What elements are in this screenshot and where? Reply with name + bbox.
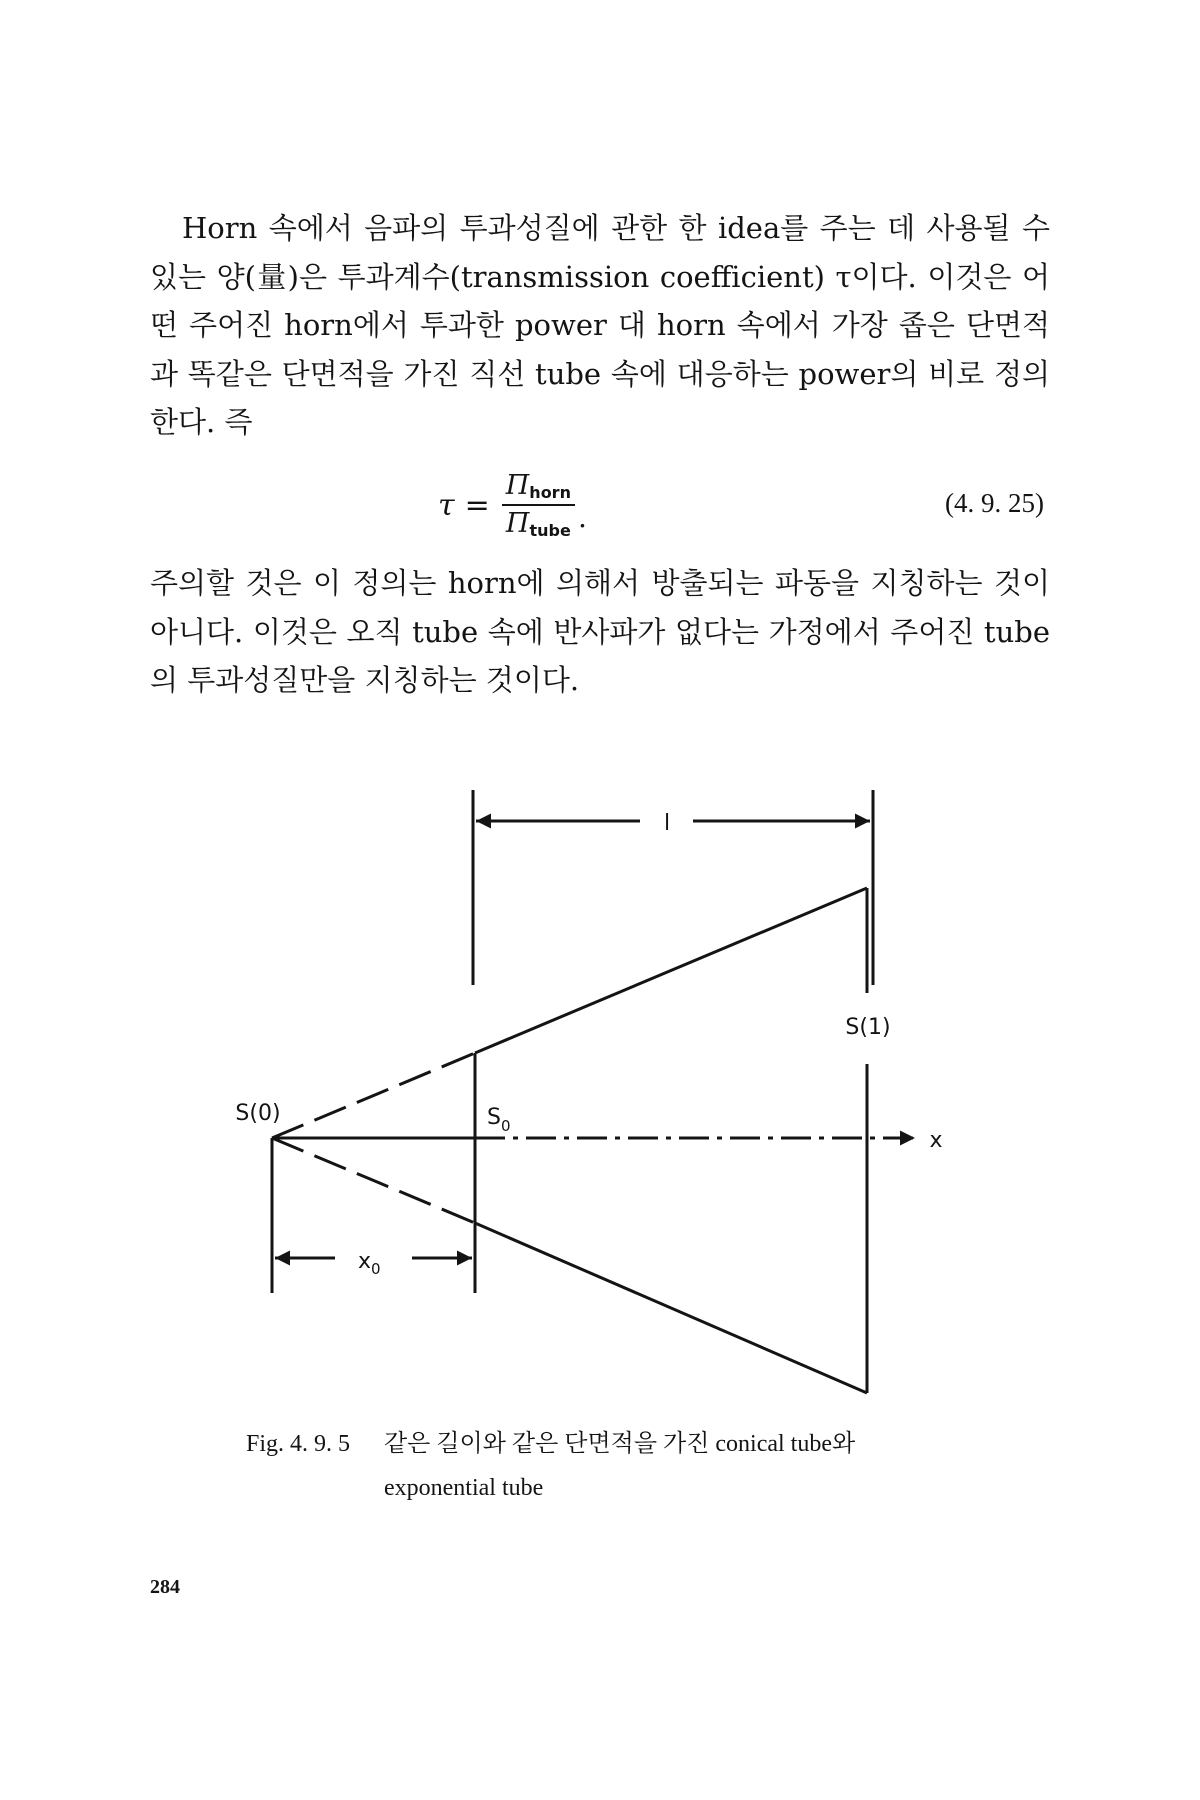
page-number: 284 bbox=[150, 1576, 180, 1598]
label-x0-subscript: 0 bbox=[371, 1260, 381, 1278]
numerator-subscript: horn bbox=[529, 483, 571, 502]
paragraph-transmission-coefficient: Horn 속에서 음파의 투과성질에 관한 한 idea를 주는 데 사용될 수 있는 양(量)은 투과계수(transmission coefficient) τ이다. 이것은 어떤 주어진 horn에서 투과한 power 대 horn 속에서 가장 좁은 단면적과 똑같은 단면적을 가진 직선 tube 속에 대응하는 power의 비로 정의한다. 즉 bbox=[150, 211, 1050, 439]
numerator-pi-symbol: Π bbox=[505, 470, 530, 501]
equation-tau: τ bbox=[438, 487, 455, 523]
label-x0 bbox=[358, 1249, 381, 1278]
label-throat-area-subscript: 0 bbox=[500, 1117, 511, 1135]
label-s0-apex: S(0) bbox=[235, 1101, 281, 1126]
cone-lower-wall bbox=[475, 1223, 867, 1393]
paragraph-definition-note: 주의할 것은 이 정의는 horn에 의해서 방출되는 파동을 지칭하는 것이 아니다. 이것은 오직 tube 속에 반사파가 없다는 가정에서 주어진 tube의 투과성질만을 지칭하는 것이다. bbox=[150, 566, 1050, 697]
equation-number: (4. 9. 25) bbox=[945, 488, 1044, 518]
cone-upper-dashed-extension bbox=[272, 1053, 475, 1138]
label-throat-area-letter: S bbox=[487, 1105, 501, 1130]
cone-lower-dashed-extension bbox=[272, 1138, 475, 1223]
caption-line-2: exponential tube bbox=[384, 1475, 544, 1501]
label-x0-letter: x bbox=[358, 1249, 372, 1274]
label-throat-area bbox=[487, 1105, 511, 1135]
label-s1: S(1) bbox=[845, 1015, 891, 1040]
equation-equals: = bbox=[464, 487, 490, 523]
cone-upper-wall bbox=[475, 888, 867, 1053]
denominator-subscript: tube bbox=[529, 521, 571, 540]
caption-line-1 bbox=[246, 1422, 855, 1466]
equation-period: . bbox=[577, 501, 587, 534]
denominator-pi-symbol: Π bbox=[505, 508, 530, 539]
label-x-axis: x bbox=[929, 1128, 943, 1153]
caption-text-1: 같은 길이와 같은 단면적을 가진 conical tube와 bbox=[384, 1431, 856, 1457]
figure-caption bbox=[246, 1422, 855, 1510]
caption-figure-label: Fig. 4. 9. 5 bbox=[246, 1431, 351, 1457]
label-length: l bbox=[663, 811, 671, 836]
